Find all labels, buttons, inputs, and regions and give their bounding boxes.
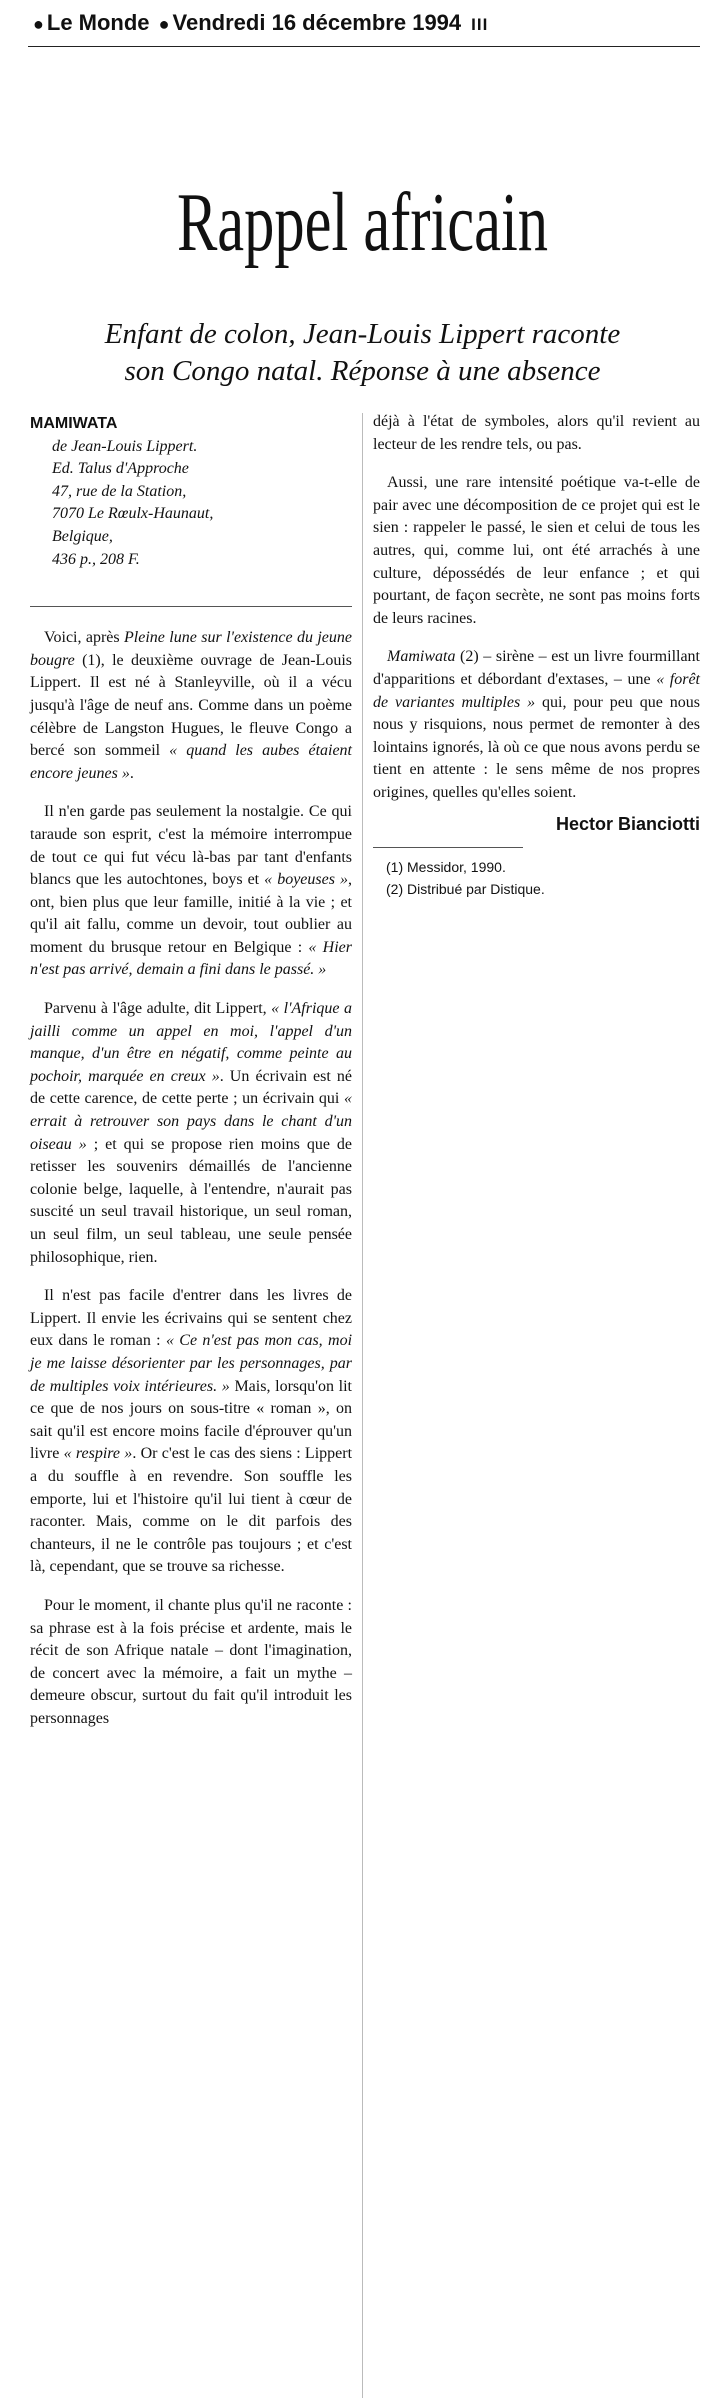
book-publisher: Ed. Talus d'Approche [52, 460, 189, 478]
book-address: 47, rue de la Station, [52, 482, 187, 500]
spacer [30, 607, 352, 627]
footnote-1: (1) Messidor, 1990. [386, 859, 506, 876]
left-column [30, 413, 352, 1730]
subtitle-line: son Congo natal. Réponse à une absence [124, 355, 601, 387]
paragraph-7: Aussi, une rare intensité poétique va-t-elle de pair avec une décomposition de ce projet qui est le sien : rappeler le passé, le sien et celui de tous les autres, qui, comme lui, ont été arrachés à une culture, dépossédés de leur enfance ; et qui pourtant, de façon secrète, ne sont pas moins forts de leurs racines. [373, 474, 700, 627]
author-byline: Hector Bianciotti [555, 813, 700, 834]
book-title: MAMIWATA [30, 415, 118, 432]
issue-date: Vendredi 16 décembre 1994 [172, 10, 462, 35]
book-author: de Jean-Louis Lippert. [52, 437, 198, 455]
book-price: 436 p., 208 F. [52, 550, 140, 568]
right-column [373, 411, 700, 900]
bullet-icon: ● [158, 14, 170, 34]
bullet-icon: ● [33, 14, 44, 34]
footnotes [373, 856, 700, 900]
column-divider [362, 413, 363, 2398]
separator-rule [30, 606, 352, 607]
footnote-2: (2) Distribué par Distique. [386, 881, 545, 898]
book-country: Belgique, [52, 527, 113, 545]
paragraph-4: Il n'est pas facile d'entrer dans les livres de Lippert. Il envie les écrivains qui se sentent chez eux dans le roman : « Ce n'est pas mon cas, moi je me laisse désorienter par les personnages, par de multiples voix intérieures. » Mais, lorsqu'on lit ce que de nos jours on sous-titre « roman », on sait qu'il est encore moins facile d'éprouver qu'un livre « respire ». Or c'est le cas des siens : Lippert a du souffle à en revendre. Son souffle les emporte, lui et l'histoire qu'il lui tient à cœur de raconter. Mais, comme on le dit parfois des chanteurs, il ne le contrôle pas toujours ; et c'est là, cependant, que se trouve sa richesse. [30, 1287, 353, 1576]
masthead [30, 10, 488, 40]
paragraph-1: Voici, après Pleine lune sur l'existence du jeune bougre (1), le deuxième ouvrage de Jean-Louis Lippert. Il est né à Stanleyville, où il a vécu jusqu'à l'âge de neuf ans. Comme dans un poème célèbre de Langston Hugues, le fleuve Congo a bercé son sommeil « quand les aubes étaient encore jeunes ». [30, 629, 353, 782]
page-number: III [471, 15, 489, 34]
spacer [373, 835, 700, 847]
book-city: 7070 Le Rœulx-Haunaut, [52, 505, 214, 523]
spacer [373, 848, 700, 856]
spacer [30, 571, 352, 606]
article-title: Rappel africain [176, 176, 549, 269]
article-subtitle [0, 316, 725, 390]
paragraph-3: Parvenu à l'âge adulte, dit Lippert, « l'Afrique a jailli comme un appel en moi, l'appel d'un manque, d'un être en négatif, comme peinte au pochoir, marquée en creux ». Un écrivain est né de cette carence, de cette perte ; un écrivain qui « errait à retrouver son pays dans le chant d'un oiseau » ; et qui se propose rien moins que de retisser les souvenirs démaillés de l'ancienne colonie belge, laquelle, à l'entendre, n'aurait pas suscité un seul travail historique, un seul roman, un seul film, un seul tableau, une seule pensée philosophique, rien. [30, 1000, 352, 1266]
book-info [30, 413, 352, 571]
newspaper-name: Le Monde [46, 10, 150, 35]
subtitle-line: Enfant de colon, Jean-Louis Lippert raconte [104, 318, 621, 350]
paragraph-2: Il n'en garde pas seulement la nostalgie. Ce qui taraude son esprit, c'est la mémoire interrompue de tout ce qui fut vécu là-bas par tant d'enfants blancs que les autochtones, boys et « boyeuses », ont, bien plus que leur famille, initié à la vie ; et qu'il ait fallu, comme un devoir, tout oublier au moment du brusque retour en Belgique : « Hier n'est pas arrivé, demain a fini dans le passé. » [30, 803, 353, 979]
paragraph-8: Mamiwata (2) – sirène – est un livre fourmillant d'apparitions et débordant d'extases, – une « forêt de variantes multiples » qui, pour peu que nous nous y risquions, nous permet de remonter à des lointains ignorés, là où ce que nous avons perdu se tient en attente : le sens même de nos propres origines, quelles qu'elles soient. [373, 648, 701, 801]
paragraph-5: Pour le moment, il chante plus qu'il ne raconte : sa phrase est à la fois précise et ardente, mais le récit de son Afrique natale – dont l'imagination, de concert avec la mémoire, a fait un mythe – demeure obscur, surtout du fait qu'il introduit les personnages [30, 1596, 352, 1727]
paragraph-6: déjà à l'état de symboles, alors qu'il revient au lecteur de les rendre tels, ou pas. [373, 413, 700, 453]
spacer [373, 805, 700, 813]
top-rule [28, 46, 700, 47]
